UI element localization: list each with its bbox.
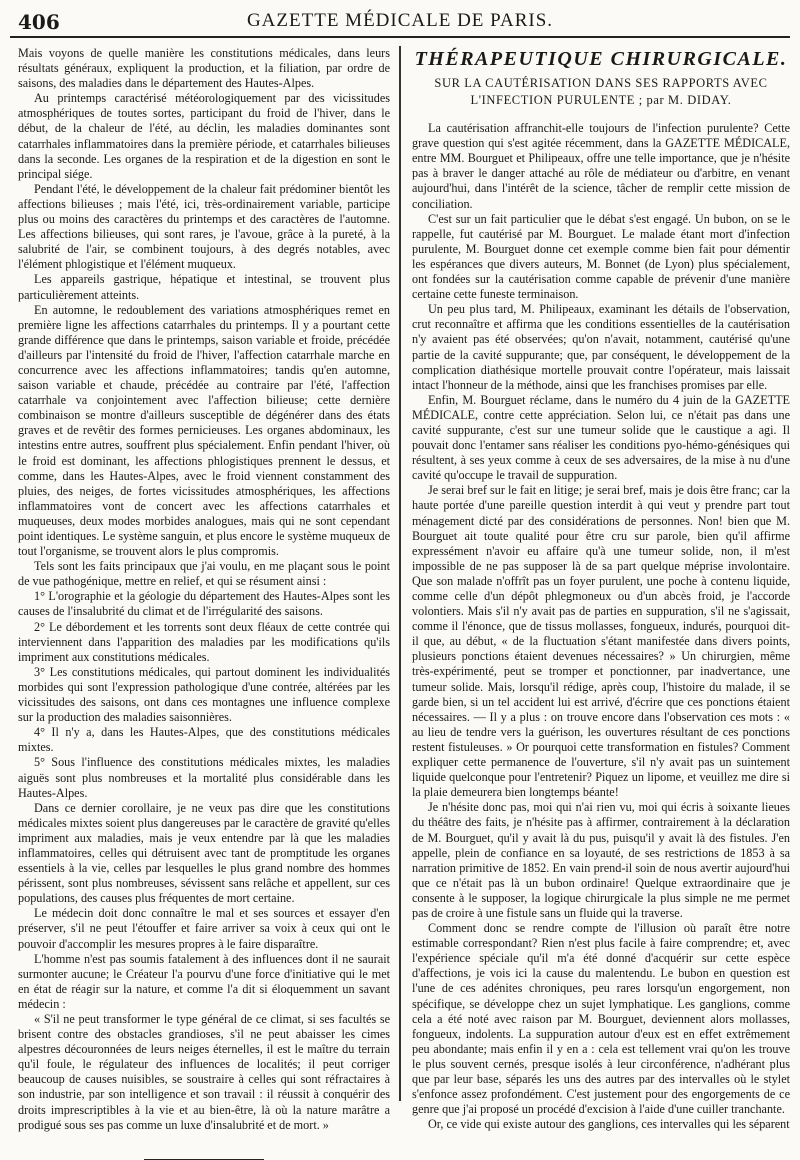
masthead: GAZETTE MÉDICALE DE PARIS. [246, 10, 554, 31]
left-paragraph: Dans ce dernier corollaire, je ne veux pas dire que les constitutions médicales mixtes soient plus dangereuses par le caractère de gravité qu'elles impriment aux maladies, mais je veux entendre par là que les maladies inflammatoires, celles qui détruisent avec tant de promptitude les organes essentiels à la vie, celles par lesquelles le plus grand nombre des hommes périssent, sont plus nombreuses, sévissent sans relâche et appellent, sur ces populations, des causes plus fréquentes de mort certaine. [18, 800, 390, 906]
numbered-point: 3° Les constitutions médicales, qui partout dominent les individualités morbides qui sont l'expression pathologique d'une contrée, altérées par les vicissitudes des saisons, ont dans ces montagnes une influence complexe sur la production des maladies saisonnières. [18, 664, 390, 725]
numbered-point: 2° Le débordement et les torrents sont deux fléaux de cette contrée qui interviennent dans l'apparition des maladies par les modifications qu'ils impriment aux constitutions médicales. [18, 619, 390, 664]
left-paragraph: Au printemps caractérisé météorologiquement par des vicissitudes atmosphériques de toutes sortes, participant du froid de l'hiver, dans le début, de la chaleur de l'été, au déclin, les maladies dominantes sont catarrhales inflammatoires dans la première période, et catarrhales bilieuses dans la seconde. Les organes de la respiration et de la digestion en sont le principal siége. [18, 91, 390, 181]
numbered-point: 1° L'orographie et la géologie du département des Hautes-Alpes sont les causes de l'insalubrité du climat et de l'irrégularité des saisons. [18, 589, 390, 619]
right-paragraph: C'est sur un fait particulier que le débat s'est engagé. Un bubon, on se le rappelle, fut cautérisé par M. Bourguet. Le malade étant mort d'infection purulente, M. Bourguet donne cet exemple comme bien fait pour démentir les espérances que divers auteurs, M. Bonnet (de Lyon) plus spécialement, ont fondées sur la cautérisation comme capable de prévenir d'une manière certaine cette funeste terminaison. [412, 211, 790, 302]
right-paragraph: Je n'hésite donc pas, moi qui n'ai rien vu, moi qui écris à soixante lieues du théâtre des faits, je n'hésite pas à affirmer, contrairement à la déclaration de M. Bourguet, qu'il y avait là du pus, puisqu'il y avait là des fistules. J'en appelle, plein de confiance en sa loyauté, de ses restrictions de 1853 à sa narration primitive de 1852. En vain prend-il soin de nous avertir aujourd'hui que ce n'était pas là un bubon ordinaire! Quelque extraordinaire que je consente à le supposer, la logique chirurgicale la plus simple ne me permet pas de croire à une fistule sans un fluide qui la traverse. [412, 800, 790, 920]
right-paragraph: La cautérisation affranchit-elle toujours de l'infection purulente? Cette grave question qui s'est agitée récemment, dans la GAZETTE MÉDICALE, entre MM. Bourguet et Philipeaux, offre une telle importance, que je n'hésite pas à braver le danger attaché au rôle de médiateur ou d'arbitre, en venant aujourd'hui, dans l'intérêt de la science, tâcher de remplir cette mission de conciliation. [412, 121, 790, 211]
left-paragraph: Le médecin doit donc connaître le mal et ses sources et essayer d'en préserver, s'il ne peut l'étouffer et faire arriver sa voix à ceux qui ont le pouvoir d'accomplir les mesures propres à le faire disparaître. [18, 906, 390, 951]
numbered-point: 5° Sous l'influence des constitutions médicales mixtes, les maladies aiguës sont plus nombreuses et la mortalité plus considérable dans les Hautes-Alpes. [18, 755, 390, 800]
right-paragraph: Comment donc se rendre compte de l'illusion où paraît être notre estimable correspondant? Rien n'est plus facile à faire comprendre; et, avec l'expérience spéciale qu'il m'a été donné d'acquérir sur cette espèce d'affections, je vois ici la cause du malentendu. Le bubon en question est l'une de ces adénites chroniques, peu rares lorsqu'un engorgement, non spécifique, se développe chez un sujet lymphatique. Les ganglions, comme cela a été noté avec raison par M. Bourguet, deviennent alors mollasses, fongueux, indolents. La suppuration autour d'eux est en effet extrêmement peu abondante; mais enfin il y en a : cela est tellement vrai qu'on les trouve le plus souvent cernés, presque isolés à leur circonférence, n'adhérant plus que par leur base, séparés les uns des autres par des intervalles où le stylet s'enfonce assez profondément. C'est justement pour des engorgements de ce genre que j'ai proposé un procédé d'excision à l'aide d'une cuiller tranchante. [412, 921, 790, 1117]
left-paragraph: Tels sont les faits principaux que j'ai voulu, en me plaçant sous le point de vue pathogénique, mettre en relief, et qui se résument ainsi : [18, 559, 390, 589]
page-header [10, 8, 790, 38]
left-column [18, 46, 390, 1132]
section-title: THÉRAPEUTIQUE CHIRURGICALE. [414, 48, 788, 70]
right-paragraph: Or, ce vide qui existe autour des ganglions, ces intervalles qui les séparent [428, 1117, 790, 1132]
numbered-point: 4° Il n'y a, dans les Hautes-Alpes, que des constitutions médicales mixtes. [18, 725, 390, 755]
right-paragraph: Un peu plus tard, M. Philipeaux, examinant les détails de l'observation, crut reconnaître et affirma que les conditions essentielles de la cautérisation n'y avaient pas été observées; qu'on n'avait, notamment, cautérisé qu'une partie de la cavité suppurante; que, par conséquent, le développement de la complication diathésique mortelle prouvait contre l'opérateur, mais laissait intact l'honneur de la méthode, ainsi que les franchises promises par elle. [412, 302, 790, 392]
left-paragraph: Mais voyons de quelle manière les constitutions médicales, dans leurs résultats généraux, expliquent la production, et la filiation, par ordre de saisons, des maladies dans le département des Hautes-Alpes. [18, 46, 390, 91]
left-paragraph: L'homme n'est pas soumis fatalement à des influences dont il ne saurait surmonter aucune; le Créateur l'a pourvu d'une force d'initiative qui le met en état de réagir sur la nature, et comme l'a dit si éloquemment un savant médecin : [18, 951, 390, 1011]
quotation: « S'il ne peut transformer le type général de ce climat, si ses facultés se brisent contre des obstacles grandioses, s'il ne peut abaisser les cimes alpestres découronnées de leurs neiges éternelles, il est le maître du terrain qu'il foule, le régulateur des influences de localités; il peut corriger beaucoup de causes nuisibles, se soustraire à celles qui sont réfractaires à son industrie, par son intelligence et son travail : il réussit à conquérir des droits imprescriptibles à la vie et au bien-être, là où la nature marâtre a prodigué sous ses pas comme un luxe d'insalubrité et de mort. » [18, 1012, 390, 1132]
left-paragraph: En automne, le redoublement des variations atmosphériques remet en première ligne les affections catarrhales du printemps. Il y a pourtant cette grande différence que dans le printemps, saison variable et froide, précédée d'ailleurs par l'intensité du froid de l'hiver, l'affection catarrhale marche en concurrence avec les affections inflammatoires; tandis qu'en automne, saison variable et chaude, précédée au contraire par l'été, l'affection catarrhale va conjointement avec l'affection bilieuse; cette dernière combinaison se montre d'ailleurs susceptible de dégénérer dans des états graves et de revêtir des formes pernicieuses. Les organes abdominaux, les intestins entre autres, souffrent plus spécialement. Enfin pendant l'hiver, où le froid est dominant, les affections phlogistiques prennent le dessus, et comme, dans les Hautes-Alpes, avec le froid viennent constamment des pluies, des neiges, de fortes vicissitudes atmosphériques, les affections inflammatoires vont de concert avec les affections catarrhales et muqueuses, deux modes morbides analogues, mais qui ne sont cependant point identiques. Le système sanguin, et plus encore le système muqueux de tout l'organisme, se trouvent alors le plus compromis. [18, 302, 390, 559]
right-paragraph: Je serai bref sur le fait en litige; je serai bref, mais je dois être franc; car la haute portée d'une pareille question interdit à qui veut y prendre part tout ménagement dicté par des considérations de personnes. Non! bien que M. Bourguet ait toute qualité pour être cru sur parole, bien qu'il affirme expressément n'avoir eu affaire qu'à une tumeur solide, non, il m'est impossible de ne pas supposer là de sa part quelque méprise involontaire. Que son malade n'offrît pas un foyer purulent, une poche à contenu liquide, comme celle d'un dépôt phlegmoneux ou d'un abcès froid, je l'accorde volontiers. Mais s'il n'y avait pas de parties en suppuration, s'il ne s'agissait, comme il l'énonce, que de tissus mollasses, fongueux, indurés, pourquoi dit-il que, au début, « de la fluctuation s'étant manifestée dans divers points, plusieurs ponctions étaient devenues nécessaires? » Un chirurgien, même très-expérimenté, peut se tromper et ponctionner, par inadvertance, une tumeur solide. Mais, lorsqu'il rédige, après coup, l'histoire du malade, il se garde bien, si un tel accident lui est arrivé, d'écrire que ces ponctions étaient nécessaires. — Il y a plus : on trouve encore dans l'observation ces mots : « au lieu de tendre vers la guérison, les ouvertures résultant de ces ponctions restent fistuleuses. » Or pourquoi cette transformation en fistules? Comment expliquer cette permanence de l'ouverture, s'il n'y avait pas un suintement liquide quelconque pour l'entretenir? Piquez un lipome, et veuillez me dire si la plaie demeurera bien longtemps béante! [412, 483, 790, 800]
right-column [412, 46, 790, 1132]
left-paragraph: Pendant l'été, le développement de la chaleur fait prédominer bientôt les affections bilieuses ; mais l'été, ici, très-ordinairement variable, participe plus ou moins des caractères du printemps et des caractères de l'automne. Les affections bilieuses, qui sont rares, je l'avoue, grâce à la pureté, à la salubrité de l'air, se combinent toujours, à des degrés notables, avec l'élément phlogistique et l'élément muqueux. [18, 181, 390, 272]
column-divider [399, 46, 401, 1101]
right-paragraph: Enfin, M. Bourguet réclame, dans le numéro du 4 juin de la GAZETTE MÉDICALE, contre cette appréciation. Selon lui, ce n'était pas dans une cavité suppurante, c'est sur une tumeur solide que le caustique a agi. Il pouvait donc l'entamer sans réaliser les conditions pyo-hémo-génésiques qui résultent, à ses yeux comme à ceux de ses adversaires, de la mise à nu d'une cavité qu'occupe le travail de suppuration. [412, 392, 790, 483]
page-number: 406 [18, 10, 60, 34]
left-paragraph: Les appareils gastrique, hépatique et intestinal, se trouvent plus particulièrement atteints. [18, 272, 390, 302]
article-subtitle: SUR LA CAUTÉRISATION DANS SES RAPPORTS AVEC L'INFECTION PURULENTE ; par M. DIDAY. [434, 76, 768, 108]
